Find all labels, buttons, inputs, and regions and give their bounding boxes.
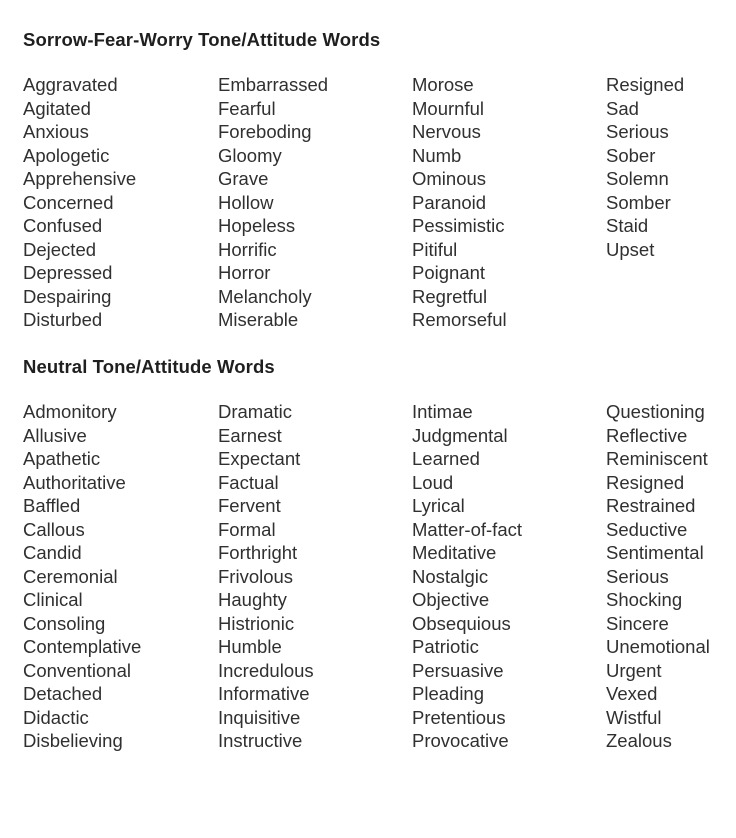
word-list-item: Hollow [218, 191, 274, 213]
word-list-item: Pleading [412, 683, 485, 704]
word-list-item: Pessimistic [412, 215, 505, 236]
word-list-item: Provocative [412, 730, 509, 751]
word-list-item: Ominous [412, 168, 487, 189]
word-list-item: Informative [218, 683, 310, 704]
sorrow-word-column-3 [412, 73, 507, 332]
word-list-item: Loud [412, 471, 454, 493]
word-list-item: Earnest [218, 424, 282, 446]
word-list-item: Detached [23, 683, 103, 704]
word-list-item: Grave [218, 168, 269, 189]
word-list-item: Ceremonial [23, 565, 118, 587]
word-list-item: Meditative [412, 542, 497, 563]
word-list-item: Instructive [218, 730, 303, 751]
section-heading-neutral: Neutral Tone/Attitude Words [23, 356, 275, 377]
word-list-item: Sober [606, 144, 656, 166]
word-list-item: Regretful [412, 285, 488, 307]
word-list-item: Sincere [606, 612, 669, 634]
word-list-item: Despairing [23, 285, 112, 307]
word-list-item: Sentimental [606, 542, 704, 563]
word-list-item: Obsequious [412, 612, 511, 634]
word-list-item: Seductive [606, 518, 688, 540]
word-list-item: Humble [218, 636, 282, 657]
word-list-item: Embarrassed [218, 74, 329, 95]
sorrow-word-column-1 [23, 73, 136, 332]
word-list-item: Histrionic [218, 612, 295, 634]
word-list-item: Inquisitive [218, 706, 301, 728]
word-list-item: Agitated [23, 97, 91, 119]
word-list-item: Shocking [606, 589, 683, 610]
word-list-item: Forthright [218, 542, 298, 563]
word-list-item: Fearful [218, 97, 276, 119]
word-list-item: Pitiful [412, 238, 458, 260]
word-list-item: Frivolous [218, 565, 294, 587]
word-list-item: Authoritative [23, 471, 126, 493]
section-heading-sorrow-fear-worry: Sorrow-Fear-Worry Tone/Attitude Words [23, 29, 381, 50]
word-list-item: Clinical [23, 589, 83, 610]
word-list-item: Gloomy [218, 144, 282, 166]
word-list-item: Horror [218, 262, 271, 283]
word-list-item: Urgent [606, 659, 662, 681]
word-list-item: Unemotional [606, 636, 710, 657]
word-list-item: Melancholy [218, 285, 312, 307]
word-list-item: Miserable [218, 309, 299, 330]
word-list-item: Lyrical [412, 495, 465, 516]
word-list-item: Persuasive [412, 659, 504, 681]
word-list-item: Candid [23, 542, 82, 563]
word-list-item: Apologetic [23, 144, 110, 166]
word-list-item: Incredulous [218, 659, 314, 681]
word-list-item: Matter-of-fact [412, 518, 522, 540]
word-list-item: Aggravated [23, 74, 118, 95]
word-list-item: Learned [412, 448, 480, 469]
word-list-item: Serious [606, 565, 669, 587]
word-list-item: Hopeless [218, 215, 296, 236]
word-list-item: Callous [23, 518, 85, 540]
word-list-item: Judgmental [412, 424, 508, 446]
word-list-item: Poignant [412, 262, 486, 283]
word-list-item: Sad [606, 97, 639, 119]
word-list-item: Remorseful [412, 309, 507, 330]
word-list-item: Didactic [23, 706, 89, 728]
word-list-item: Expectant [218, 448, 301, 469]
word-list-item: Contemplative [23, 636, 142, 657]
word-list-item: Disturbed [23, 309, 103, 330]
word-list-item: Disbelieving [23, 730, 123, 751]
word-list-item: Patriotic [412, 636, 479, 657]
word-list-item: Somber [606, 191, 671, 213]
word-list-item: Admonitory [23, 401, 117, 422]
word-list-item: Staid [606, 215, 649, 236]
word-list-item: Fervent [218, 495, 281, 516]
word-list-item: Horrific [218, 238, 277, 260]
sorrow-word-column-2 [218, 73, 328, 332]
word-list-item: Mournful [412, 97, 484, 119]
word-list-item: Reminiscent [606, 448, 708, 469]
word-list-item: Restrained [606, 495, 696, 516]
word-list-item: Questioning [606, 401, 705, 422]
word-list-item: Allusive [23, 424, 87, 446]
word-list-item: Wistful [606, 706, 662, 728]
word-list-item: Resigned [606, 471, 685, 493]
word-list-item: Vexed [606, 683, 658, 704]
word-list-item: Nostalgic [412, 565, 489, 587]
word-list-item: Baffled [23, 495, 81, 516]
word-list-item: Dejected [23, 238, 97, 260]
word-list-item: Formal [218, 518, 276, 540]
word-list-item: Pretentious [412, 706, 506, 728]
word-list-item: Reflective [606, 424, 688, 446]
word-list-item: Concerned [23, 191, 114, 213]
word-list-item: Numb [412, 144, 462, 166]
neutral-word-column-1 [23, 400, 141, 753]
word-list-item: Anxious [23, 121, 89, 142]
word-list-item: Haughty [218, 589, 287, 610]
word-list-item: Foreboding [218, 121, 312, 142]
word-list-item: Morose [412, 74, 474, 95]
word-list-item: Zealous [606, 730, 672, 751]
word-list-item: Depressed [23, 262, 113, 283]
word-list-item: Confused [23, 215, 103, 236]
word-list-item: Nervous [412, 121, 481, 142]
word-list-item: Dramatic [218, 401, 293, 422]
neutral-word-column-2 [218, 400, 314, 753]
word-list-item: Conventional [23, 659, 131, 681]
neutral-word-column-3 [412, 400, 522, 753]
sorrow-word-column-4 [606, 73, 684, 261]
word-list-item: Apathetic [23, 448, 101, 469]
word-list-item: Intimae [412, 401, 473, 422]
word-list-item: Resigned [606, 74, 685, 95]
word-list-item: Paranoid [412, 191, 487, 213]
word-list-item: Serious [606, 121, 669, 142]
word-list-item: Consoling [23, 612, 106, 634]
word-list-item: Apprehensive [23, 168, 137, 189]
word-list-item: Factual [218, 471, 279, 493]
word-list-item: Solemn [606, 168, 669, 189]
neutral-word-column-4 [606, 400, 710, 753]
word-list-item: Objective [412, 589, 490, 610]
word-list-item: Upset [606, 238, 655, 260]
